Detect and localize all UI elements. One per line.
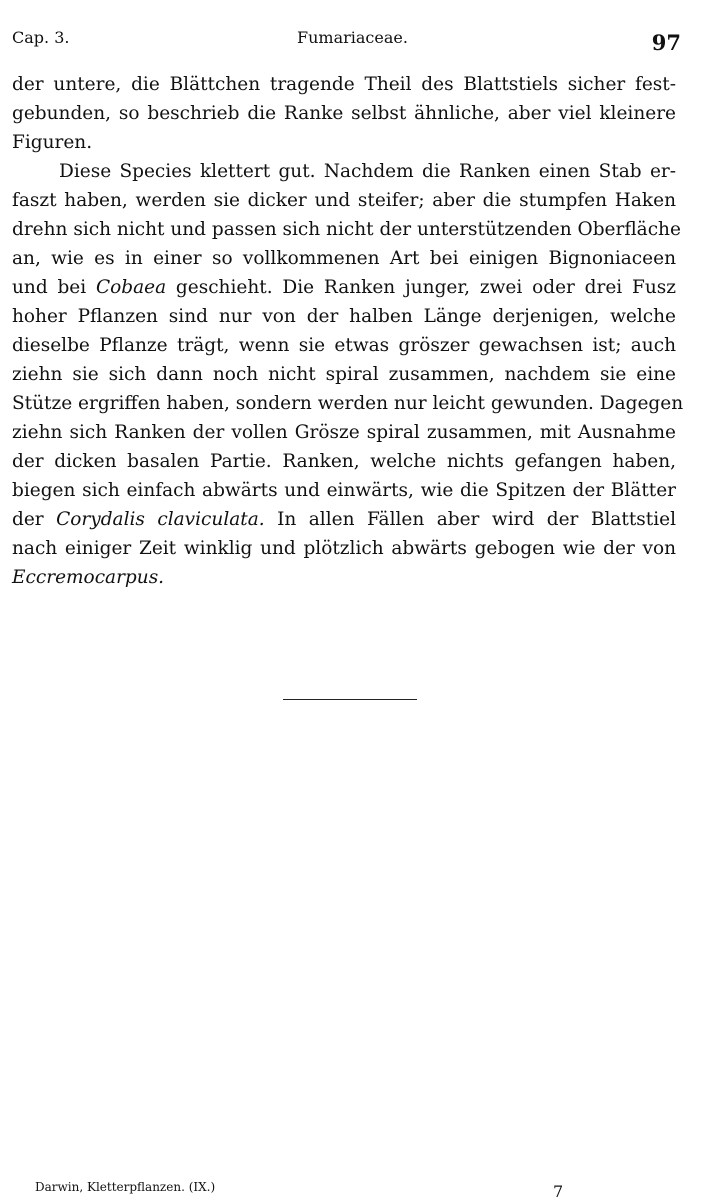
text-line <box>12 505 676 534</box>
italic-taxon: Eccremocarpus. <box>12 567 165 588</box>
text-line: gebunden, so beschrieb die Ranke selbst ähnliche, aber viel kleinere <box>12 103 676 124</box>
section-divider <box>283 699 417 700</box>
line-segment: geschieht. Die Ranken junger, zwei oder drei Fusz <box>166 277 676 298</box>
page-footer <box>35 1176 575 1200</box>
text-line: Diese Species klettert gut. Nachdem die Ranken einen Stab er- <box>59 161 676 182</box>
page-number: 97 <box>651 30 681 55</box>
text-line: biegen sich einfach abwärts und einwärts, wie die Spitzen der Blätter <box>12 480 676 501</box>
line-segment: In allen Fällen aber wird der Blattstiel <box>264 509 676 530</box>
footer-signature: 7 <box>553 1182 564 1201</box>
line-segment: der <box>12 509 57 530</box>
text-line: Stütze ergriffen haben, sondern werden nur leicht gewunden. Dagegen <box>12 393 684 414</box>
text-line: der untere, die Blättchen tragende Theil des Blattstiels sicher fest- <box>12 74 676 95</box>
text-line <box>12 563 676 592</box>
text-line: ziehn sie sich dann noch nicht spiral zusammen, nachdem sie eine <box>12 364 676 385</box>
text-line: faszt haben, werden sie dicker und steifer; aber die stumpfen Haken <box>12 190 676 211</box>
footer-author-title: Darwin, Kletterpflanzen. (IX.) <box>35 1180 216 1194</box>
text-line: dieselbe Pflanze trägt, wenn sie etwas gröszer gewachsen ist; auch <box>12 335 676 356</box>
text-line: an, wie es in einer so vollkommenen Art bei einigen Bignoniaceen <box>12 248 676 269</box>
text-line: drehn sich nicht und passen sich nicht der unterstützenden Oberfläche <box>12 219 681 240</box>
italic-taxon: Corydalis claviculata. <box>56 509 265 530</box>
text-line: hoher Pflanzen sind nur von der halben Länge derjenigen, welche <box>12 306 676 327</box>
text-line: der dicken basalen Partie. Ranken, welche nichts gefangen haben, <box>12 451 676 472</box>
running-header <box>12 22 681 58</box>
text-line: Figuren. <box>12 132 93 153</box>
body-text <box>12 70 684 592</box>
chapter-label: Cap. 3. <box>12 28 70 47</box>
running-title: Fumariaceae. <box>297 28 408 47</box>
text-line: ziehn sich Ranken der vollen Grösze spiral zusammen, mit Ausnahme <box>12 422 676 443</box>
italic-taxon: Cobaea <box>95 277 167 298</box>
line-segment: und bei <box>12 277 96 298</box>
text-line <box>12 273 676 302</box>
text-line: nach einiger Zeit winklig und plötzlich abwärts gebogen wie der von <box>12 538 676 559</box>
